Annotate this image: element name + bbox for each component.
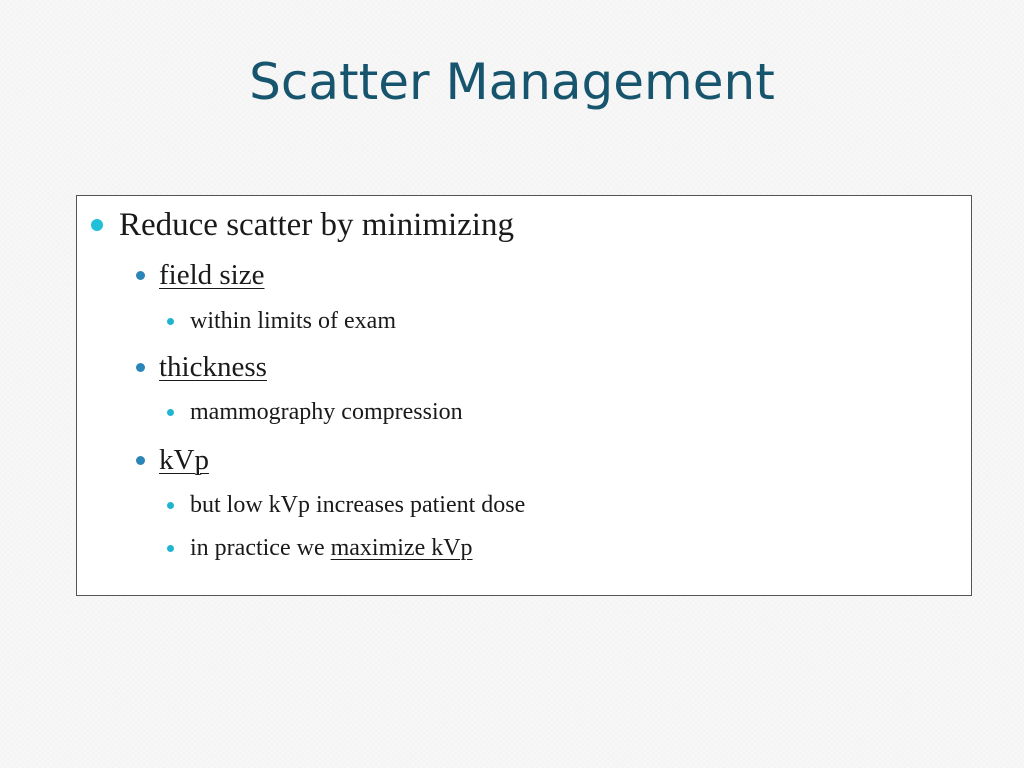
bullet-dot-icon — [167, 409, 174, 416]
bullet-dot-icon — [136, 456, 145, 465]
bullet-item-reduce-scatter — [119, 205, 514, 245]
bullet-item-within-limits — [190, 306, 396, 336]
bullet-text: Reduce scatter by minimizing — [119, 207, 514, 243]
bullet-text: mammography compression — [190, 399, 463, 425]
bullet-text: but low kVp increases patient dose — [190, 492, 526, 518]
bullet-item-low-kvp-dose — [190, 490, 525, 520]
bullet-text: kVp — [159, 444, 209, 476]
bullet-text-prefix: in practice we — [190, 535, 331, 561]
bullet-dot-icon — [167, 502, 174, 509]
bullet-item-field-size — [159, 257, 264, 293]
bullet-text: field size — [159, 259, 265, 291]
bullet-dot-icon — [136, 363, 145, 372]
bullet-dot-icon — [136, 271, 145, 280]
bullet-dot-icon — [167, 545, 174, 552]
bullet-dot-icon — [167, 318, 174, 325]
bullet-dot-icon — [91, 219, 103, 231]
bullet-text: thickness — [159, 351, 267, 383]
bullet-item-thickness — [159, 349, 267, 385]
slide-title: Scatter Management — [249, 53, 775, 111]
bullet-text: within limits of exam — [190, 308, 396, 334]
bullet-item-mammography — [190, 397, 463, 427]
bullet-item-maximize-kvp — [190, 533, 473, 563]
content-box — [76, 195, 972, 596]
bullet-text-emphasis: maximize kVp — [330, 535, 473, 561]
bullet-item-kvp — [159, 442, 209, 478]
